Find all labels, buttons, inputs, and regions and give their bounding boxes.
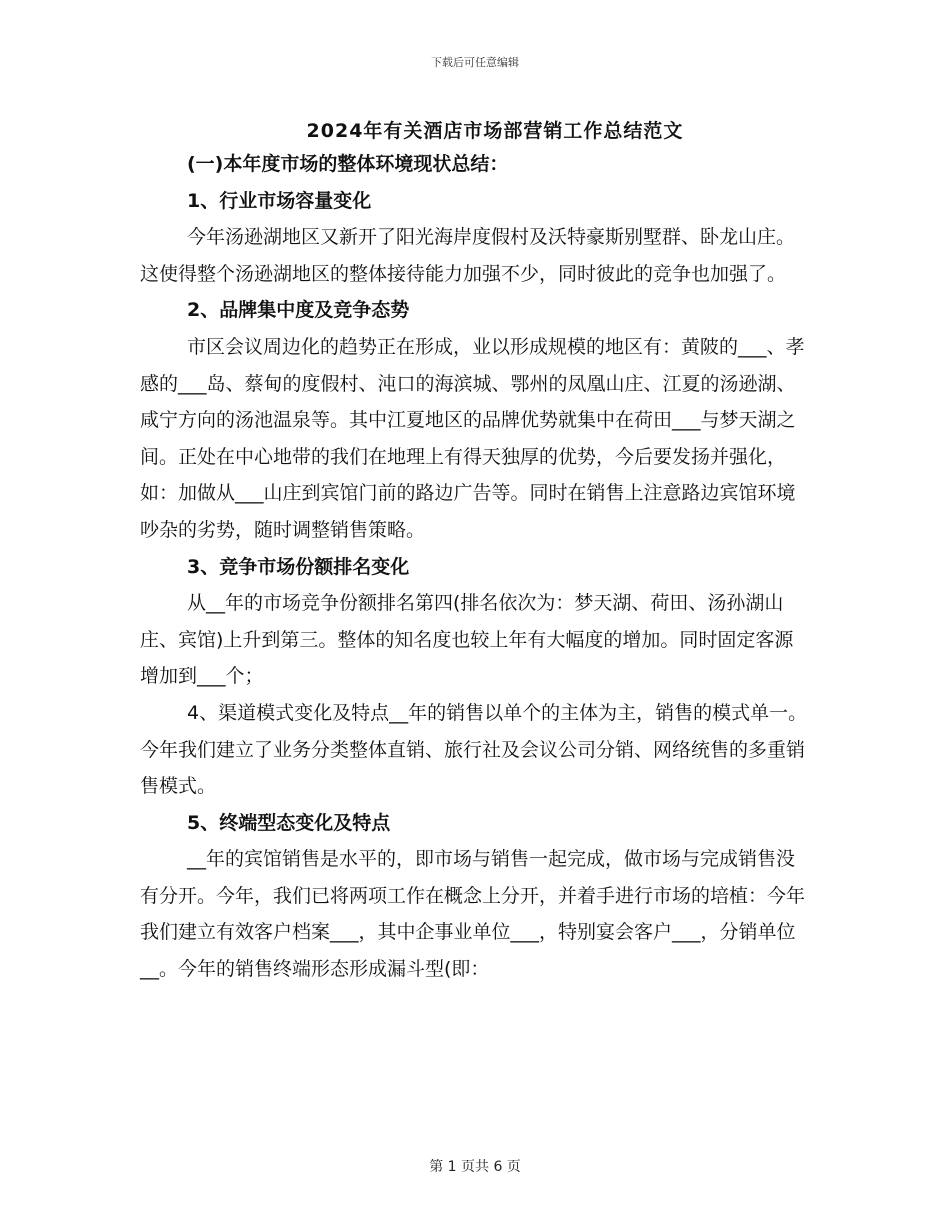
header-note: 下载后可任意编辑 [431,56,519,69]
paragraph: 今年汤逊湖地区又新开了阳光海岸度假村及沃特豪斯别墅群、卧龙山庄。这使得整个汤逊湖地区的整体接待能力加强不少，同时彼此的竞争也加强了。 [140,226,796,285]
section-heading: (一)本年度市场的整体环境现状总结： [187,153,509,175]
body-content [140,146,808,988]
subsection-heading: 5、终端型态变化及特点 [187,811,391,834]
subsection-heading: 3、竞争市场份额排名变化 [187,555,410,578]
subsection-heading: 1、行业市场容量变化 [187,189,372,212]
page-footer: 第 1 页共 6 页 [429,1159,521,1175]
paragraph: __年的宾馆销售是水平的，即市场与销售一起完成，做市场与完成销售没有分开。今年，我们已将两项工作在概念上分开，并着手进行市场的培植：今年我们建立有效客户档案___，其中企事业单位___，特别宴会客户___，分销单位__。今年的销售终端形态形成漏斗型(即： [140,848,806,981]
paragraph: 市区会议周边化的趋势正在形成，业以形成规模的地区有：黄陂的___、孝感的___岛、蔡甸的度假村、沌口的海滨城、鄂州的凤凰山庄、江夏的汤逊湖、咸宁方向的汤池温泉等。其中江夏地区的品牌优势就集中在荷田___与梦天湖之间。正处在中心地带的我们在地理上有得天独厚的优势，今后要发扬并强化，如：加做从___山庄到宾馆门前的路边广告等。同时在销售上注意路边宾馆环境吵杂的劣势，随时调整销售策略。 [140,335,805,541]
paragraph: 4、渠道模式变化及特点__年的销售以单个的主体为主，销售的模式单一。今年我们建立了业务分类整体直销、旅行社及会议公司分销、网络统售的多重销售模式。 [140,701,808,798]
page-title: 2024年有关酒店市场部营销工作总结范文 [306,120,684,142]
paragraph: 从__年的市场竞争份额排名第四(排名依次为：梦天湖、荷田、汤孙湖山庄、宾馆)上升到第三。整体的知名度也较上年有大幅度的增加。同时固定客源增加到___个； [140,592,794,688]
subsection-heading: 2、品牌集中度及竞争态势 [187,299,410,322]
